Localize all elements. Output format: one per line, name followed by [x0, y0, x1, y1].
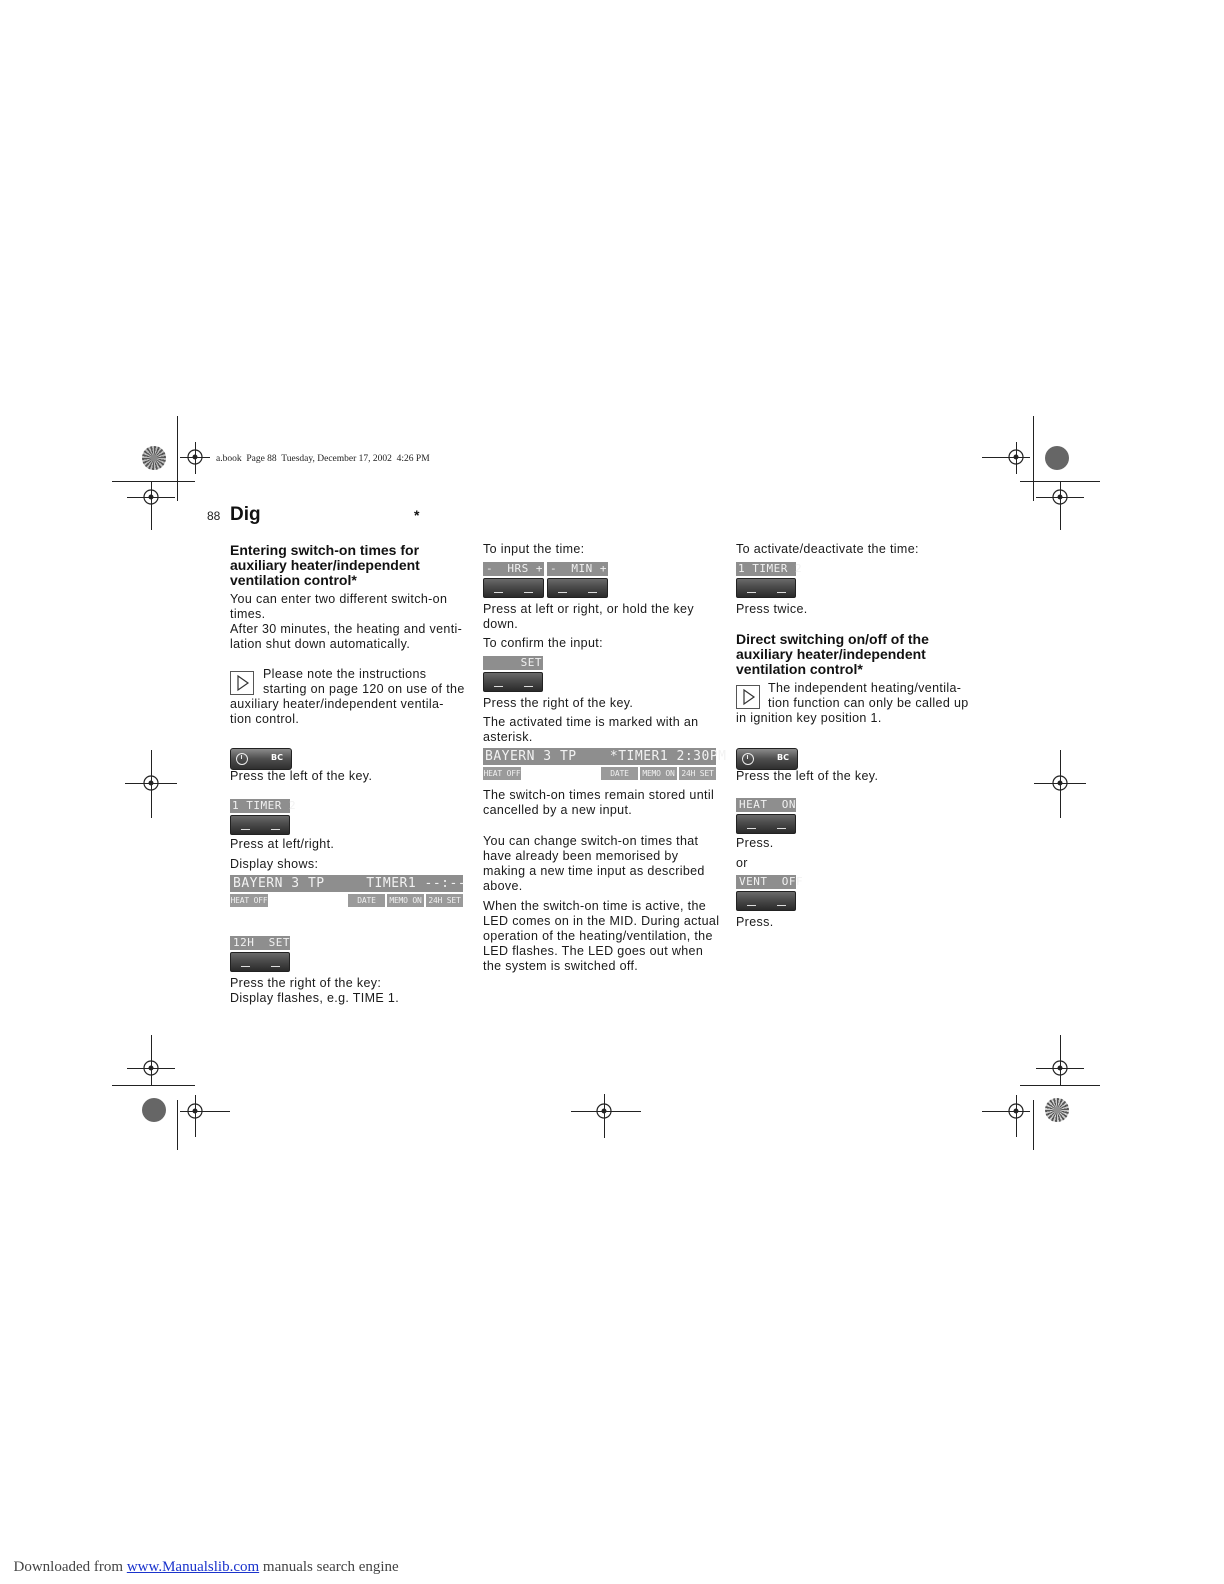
registration-target-icon	[183, 1099, 207, 1123]
display-cell: DATE	[601, 767, 638, 780]
text-line: The independent heating/ventila-	[768, 681, 962, 695]
registration-target-icon	[1048, 1056, 1072, 1080]
mid-display-top-row: BAYERN 3 TP *TIMER1 2:30PM	[485, 749, 727, 764]
led-paragraph	[483, 899, 728, 974]
heading-line: auxiliary heater/independent	[230, 557, 420, 573]
text-line: making a new time input as described	[483, 864, 705, 878]
intro-paragraph	[230, 592, 475, 652]
section-title: Dig	[230, 504, 261, 525]
text-line: tion control.	[230, 712, 300, 726]
text-line: times.	[230, 607, 266, 621]
bc-label: BC	[777, 753, 789, 762]
registration-target-icon	[1004, 445, 1028, 469]
color-registration-disc-icon	[1045, 1098, 1069, 1122]
col1-heading	[230, 543, 475, 588]
display-cell: 24H SET	[679, 767, 716, 780]
color-registration-disc-icon	[142, 1098, 166, 1122]
change-paragraph	[483, 834, 728, 894]
text-line: down.	[483, 617, 519, 631]
text-line: the system is switched off.	[483, 959, 639, 973]
text-line: Please note the instructions	[263, 667, 427, 681]
registration-target-icon	[139, 1056, 163, 1080]
text-line: LED comes on in the MID. During actual	[483, 914, 720, 928]
instruction-text: Press the right of the key.	[483, 696, 634, 710]
display-cell: DATE	[348, 894, 385, 907]
text-line: above.	[483, 879, 523, 893]
minutes-rocker-key-button[interactable]	[547, 578, 608, 598]
manualslib-link[interactable]: www.Manualslib.com	[126, 1559, 260, 1575]
lcd-timer-display: 1 TIMER 2	[232, 799, 297, 812]
clock-icon	[236, 753, 248, 765]
instruction-text: Display shows:	[230, 857, 319, 871]
heading-line: Entering switch-on times for	[230, 542, 420, 558]
text-line: Press at left or right, or hold the key	[483, 602, 694, 616]
hours-rocker-key-button[interactable]	[483, 578, 544, 598]
text-line: auxiliary heater/independent ventila-	[230, 697, 444, 711]
text-line: lation shut down automatically.	[230, 637, 411, 651]
note-text	[230, 667, 475, 727]
text-line: starting on page 120 on use of the	[263, 682, 465, 696]
instruction-text: Press.	[736, 836, 774, 850]
display-cell: MEMO ON	[640, 767, 677, 780]
text-line: cancelled by a new input.	[483, 803, 633, 817]
bc-key-button[interactable]	[230, 748, 292, 770]
stored-paragraph	[483, 788, 728, 818]
instruction-text: Press at left/right.	[230, 837, 335, 851]
lcd-vent-off-display: VENT OFF	[736, 875, 796, 889]
rocker-key-button[interactable]	[736, 814, 796, 834]
heading-line: auxiliary heater/independent	[736, 646, 926, 662]
bc-label: BC	[271, 753, 283, 762]
text-line: The activated time is marked with an	[483, 715, 699, 729]
text-line: After 30 minutes, the heating and venti-	[230, 622, 463, 636]
rocker-key-button[interactable]	[736, 578, 796, 598]
registration-target-icon	[1048, 771, 1072, 795]
text-line: The switch-on times remain stored until	[483, 788, 715, 802]
text-line: have already been memorised by	[483, 849, 679, 863]
text-line: Display flashes, e.g. TIME 1.	[230, 991, 400, 1005]
registration-target-icon	[1048, 485, 1072, 509]
display-cell: 24H SET	[426, 894, 463, 907]
registration-target-icon	[183, 445, 207, 469]
footer-suffix: manuals search engine	[259, 1559, 399, 1575]
col3-heading	[736, 632, 986, 677]
registration-target-icon	[592, 1099, 616, 1123]
color-registration-disc-icon	[1045, 446, 1069, 470]
text-line: LED flashes. The LED goes out when	[483, 944, 704, 958]
instruction-text: Press the left of the key.	[230, 769, 373, 783]
lcd-heat-on-display: HEAT ON	[736, 798, 796, 812]
text-line: asterisk.	[483, 730, 533, 744]
instruction-text: Press the left of the key.	[736, 769, 879, 783]
instruction-text: To input the time:	[483, 542, 585, 556]
text-line: operation of the heating/ventilation, the	[483, 929, 713, 943]
heading-line: Direct switching on/off of the	[736, 631, 929, 647]
text-line: When the switch-on time is active, the	[483, 899, 707, 913]
rocker-key-button[interactable]	[736, 891, 796, 911]
lcd-min-display: - MIN +	[547, 562, 608, 576]
lcd-12h-set-display: 12H SET	[230, 936, 290, 950]
color-registration-disc-icon	[142, 446, 166, 470]
display-cell: MEMO ON	[387, 894, 424, 907]
or-text: or	[736, 856, 748, 870]
rocker-key-button[interactable]	[230, 952, 290, 972]
display-cell: HEAT OFF	[483, 769, 521, 778]
instruction-text: Press.	[736, 915, 774, 929]
instruction-text: To activate/deactivate the time:	[736, 542, 919, 556]
text-line: You can enter two different switch-on	[230, 592, 448, 606]
text-line: You can change switch-on times that	[483, 834, 699, 848]
clock-icon	[742, 753, 754, 765]
instruction-text: To confirm the input:	[483, 636, 603, 650]
lcd-hrs-display: - HRS +	[483, 562, 544, 576]
note-text	[736, 681, 986, 726]
rocker-key-button[interactable]	[483, 672, 543, 692]
registration-target-icon	[139, 771, 163, 795]
text-line: Press the right of the key:	[230, 976, 382, 990]
lcd-timer-display: 1 TIMER 2	[738, 562, 803, 575]
lcd-set-display: SET	[485, 656, 542, 669]
page-number: 88	[207, 509, 221, 523]
download-footer	[6, 1542, 399, 1576]
footer-prefix: Downloaded from	[13, 1559, 127, 1575]
text-line: tion function can only be called up	[768, 696, 969, 710]
bc-key-button[interactable]	[736, 748, 798, 770]
registration-target-icon	[139, 485, 163, 509]
display-cell: HEAT OFF	[230, 896, 268, 905]
instruction-text	[483, 602, 728, 632]
file-info: a.book Page 88 Tuesday, December 17, 2002 4:26 PM	[216, 454, 430, 464]
instruction-text	[483, 715, 728, 745]
mid-display-top-row: BAYERN 3 TP TIMER1 --:--	[230, 875, 463, 892]
rocker-key-button[interactable]	[230, 815, 290, 835]
instruction-text	[230, 976, 399, 1006]
text-line: in ignition key position 1.	[736, 711, 882, 725]
instruction-text: Press twice.	[736, 602, 808, 616]
section-title-asterisk: *	[414, 507, 420, 523]
registration-target-icon	[1004, 1099, 1028, 1123]
heading-line: ventilation control*	[736, 661, 863, 677]
heading-line: ventilation control*	[230, 572, 357, 588]
